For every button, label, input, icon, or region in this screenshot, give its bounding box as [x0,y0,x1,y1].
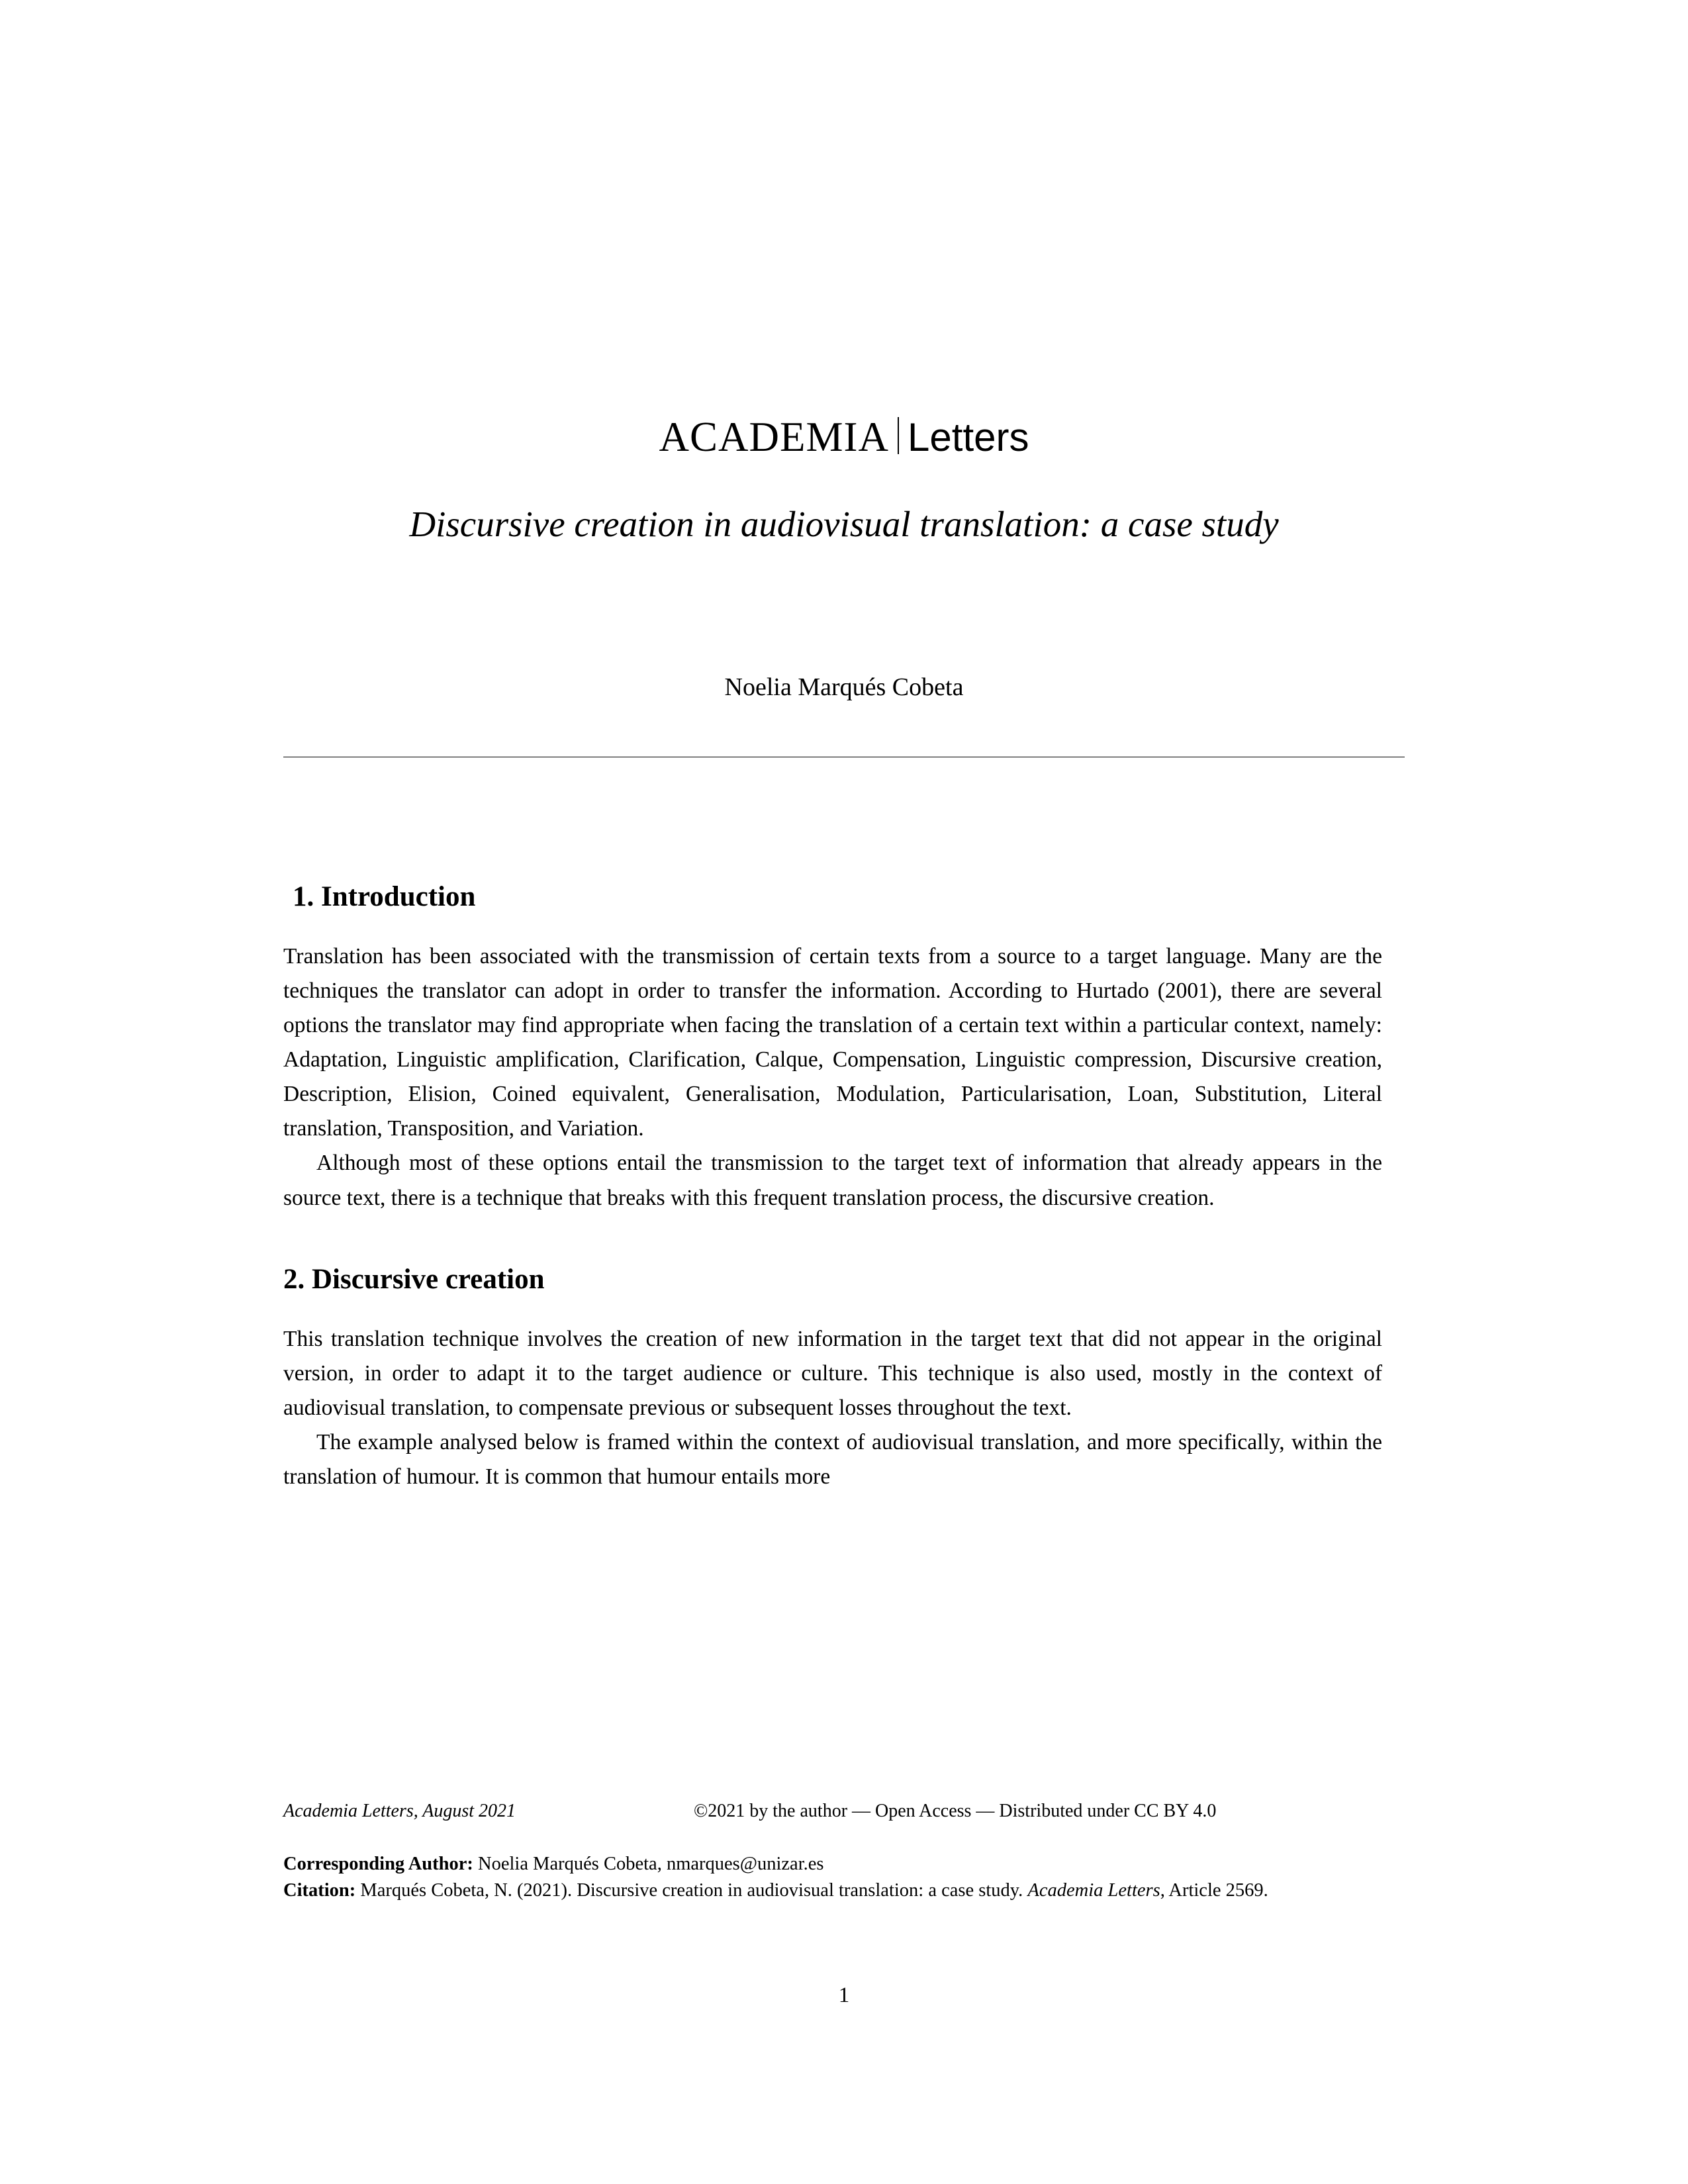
article-body [283,880,1382,1494]
footer-license-notice: ©2021 by the author — Open Access — Distributed under CC BY 4.0 [694,1801,1217,1821]
page-footer [283,1801,1395,1905]
footer-journal-issue: Academia Letters, August 2021 [283,1801,516,1821]
footer-metadata [283,1851,1395,1905]
section-heading-introduction: 1. Introduction [293,881,476,912]
masthead-brand: ACADEMIA [659,414,890,460]
citation-label: Citation: [283,1880,356,1901]
masthead [0,413,1688,461]
page-number: 1 [838,1983,850,2007]
corresponding-author-row [283,1851,1395,1877]
section-heading-discursive-creation: 2. Discursive creation [283,1263,545,1295]
footer-top-line [283,1801,1395,1831]
page-title: Discursive creation in audiovisual translation: a case study [409,504,1279,544]
paragraph: This translation technique involves the creation of new information in the target text that did not appear in the original version, in order to adapt it to the target audience or culture. This technique is also used, mostly in the context of audiovisual translation, to compensate previous or subsequent losses throughout the text. [283,1326,1382,1420]
paragraph: The example analysed below is framed within the context of audiovisual translation, and more specifically, within the translation of humour. It is common that humour entails more [283,1429,1382,1489]
masthead-divider-icon [898,417,899,454]
corresponding-author-label: Corresponding Author: [283,1854,473,1874]
corresponding-author-value: Noelia Marqués Cobeta, nmarques@unizar.es [478,1854,824,1874]
masthead-publication: Letters [908,415,1029,459]
citation-text: Marqués Cobeta, N. (2021). Discursive creation in audiovisual translation: a case study. [360,1880,1028,1901]
author-name: Noelia Marqués Cobeta [724,673,964,701]
citation-journal-name: Academia Letters [1027,1880,1160,1901]
citation-article-number: , Article 2569. [1160,1880,1268,1901]
paragraph: Although most of these options entail the transmission to the target text of information that already appears in the source text, there is a technique that breaks with this frequent translation process, the discursive creation. [283,1151,1382,1210]
section-spacer [283,1215,1382,1263]
citation-row [283,1877,1395,1904]
paragraph: Translation has been associated with the transmission of certain texts from a source to a target language. Many are the techniques the translator can adopt in order to transfer the information. According to Hurtado (2001), there are several options the translator may find appropriate when facing the translation of a certain text within a particular context, namely: Adaptation, Linguistic amplification, Clarification, Calque, Compensation, Linguistic compression, Discursive creation, Description, Elision, Coined equivalent, Generalisation, Modulation, Particularisation, Loan, Substitution, Literal translation, Transposition, and Variation. [283,944,1382,1141]
